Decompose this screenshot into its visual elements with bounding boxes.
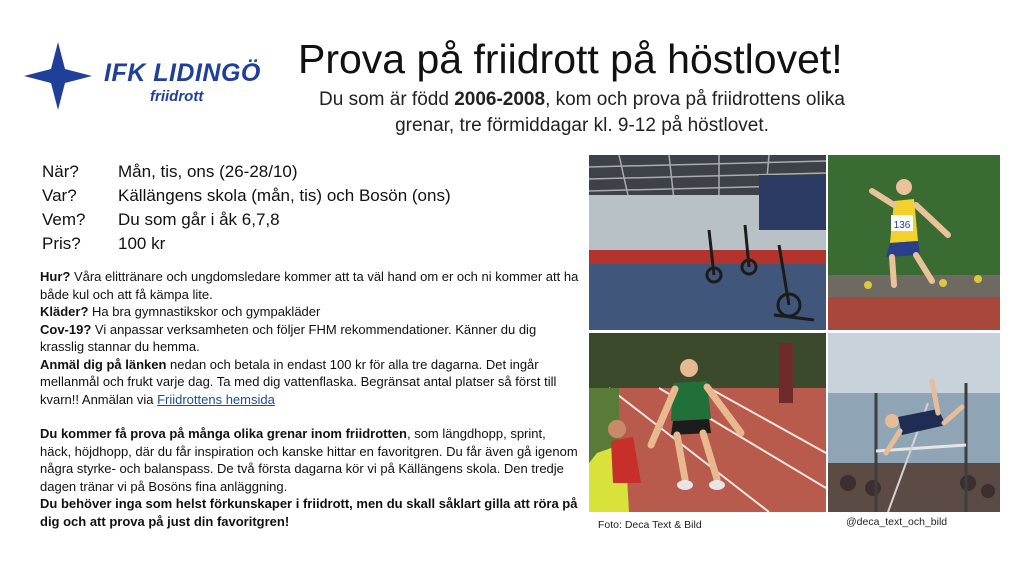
logo-subtitle: friidrott — [150, 88, 204, 105]
photo-indoor-gym — [589, 155, 826, 330]
fact-value: Du som går i åk 6,7,8 — [118, 210, 280, 229]
subtitle-years: 2006-2008 — [454, 89, 546, 110]
detail-hur — [40, 268, 580, 303]
subtitle-part2: , kom och prova på friidrottens olika grenar, tre förmiddagar kl. 9-12 på höstlovet. — [395, 89, 845, 136]
detail-text: Vi anpassar verksamheten och följer FHM rekommendationer. Känner du dig krasslig stannar du hemma. — [40, 321, 537, 354]
description-bold: Du kommer få prova på många olika grenar inom friidrotten — [40, 426, 407, 441]
fact-where — [42, 184, 451, 208]
photo-jumper-girl — [589, 333, 826, 512]
ifk-lidingo-logo — [22, 40, 272, 112]
fact-label: Vem? — [42, 210, 86, 229]
detail-label: Kläder? — [40, 304, 89, 319]
detail-label: Cov-19? — [40, 321, 92, 337]
photo-pole-vaulter — [828, 333, 1000, 512]
fact-price — [42, 232, 451, 256]
fact-label: När? — [42, 162, 79, 181]
fact-label: Pris? — [42, 234, 81, 253]
detail-text: Våra elittränare och ungdomsledare kommer att ta väl hand om er och ni kommer att ha både kul och att få kämpa lite. — [40, 269, 579, 302]
detail-anmal — [40, 356, 580, 409]
star-logo-icon — [22, 40, 94, 112]
subtitle-part1: Du som är född — [319, 89, 455, 110]
logo-name: IFK LIDINGÖ — [104, 59, 261, 87]
detail-klader — [40, 303, 580, 321]
fact-when — [42, 160, 451, 184]
fact-label: Var? — [42, 186, 77, 205]
event-facts — [42, 160, 451, 256]
fact-value: 100 kr — [118, 234, 166, 253]
description-text: , som längdhopp, sprint, häck, höjdhopp, där du får inspiration och kanske hittar en favoritgren. Du får även gå igenom några styrke- och balanspass. De två första dagarna kör vi på Källängens skola. Den tredje dagen tränar vi på Bosöns fina anläggning. — [40, 426, 578, 494]
detail-cov — [40, 321, 580, 356]
description-p1 — [40, 425, 580, 495]
detail-label: Anmäl dig på länken — [40, 356, 167, 372]
photo-collage — [589, 155, 1000, 512]
details-text — [40, 268, 580, 530]
fact-who — [42, 208, 451, 232]
description-bold: Du behöver inga som helst förkunskaper i friidrott, men du skall såklart gilla att röra på dig och att prova på just din favoritgren! — [40, 496, 578, 529]
photo-credit-left: Foto: Deca Text & Bild — [598, 519, 702, 531]
fact-value: Källängens skola (mån, tis) och Bosön (ons) — [118, 186, 451, 205]
detail-label: Hur? — [40, 269, 71, 284]
photo-credit-right: @deca_text_och_bild — [846, 516, 948, 528]
bib-number: 136 — [893, 220, 911, 231]
photo-long-jumper — [828, 155, 1000, 330]
registration-link[interactable]: Friidrottens hemsida — [157, 391, 275, 407]
page-subtitle — [290, 87, 874, 139]
detail-text: Ha bra gymnastikskor och gympakläder — [88, 304, 321, 319]
page-title: Prova på friidrott på höstlovet! — [298, 36, 843, 82]
fact-value: Mån, tis, ons (26-28/10) — [118, 162, 298, 181]
detail-text: nedan och betala in endast 100 kr för alla tre dagarna. Det ingår mellanmål och frukt varje dag. Ta med dig vattenflaska. Begränsat antal platser så först till kvarn!! Anmälan via — [40, 356, 557, 407]
description-p2 — [40, 495, 580, 530]
